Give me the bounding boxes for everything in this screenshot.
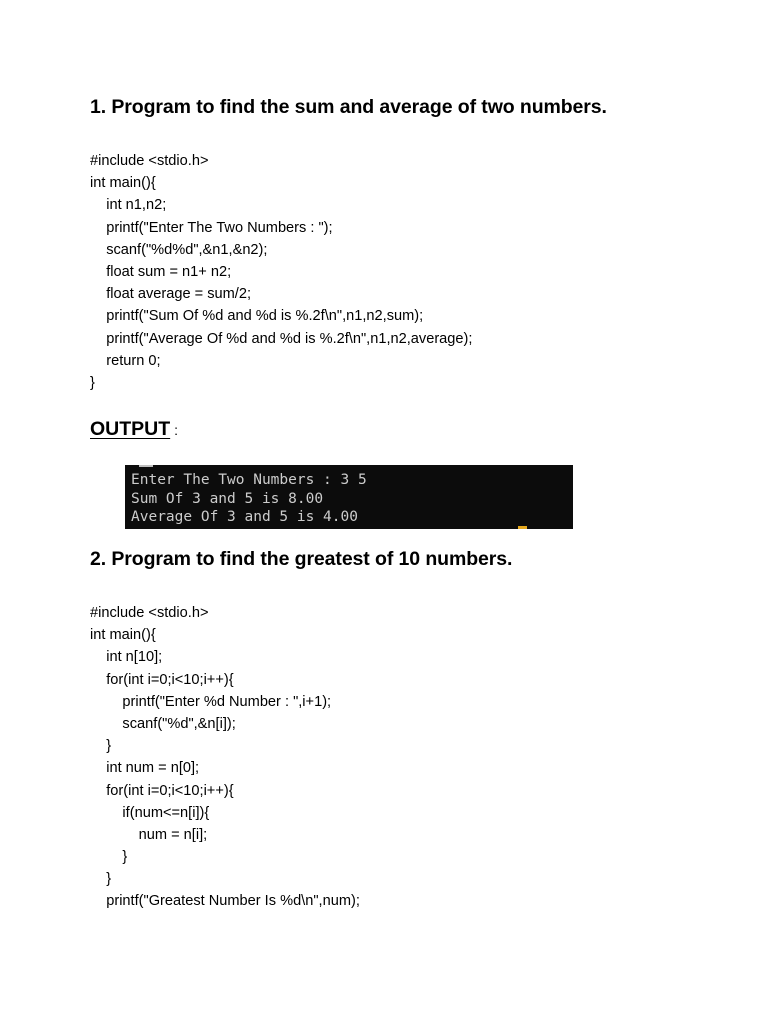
code-line: int main(){ <box>90 627 156 644</box>
section2-heading: 2. Program to find the greatest of 10 numbers. <box>90 548 513 570</box>
code-line: int main(){ <box>90 175 156 192</box>
code-line: float sum = n1+ n2; <box>90 263 232 280</box>
code-line: float average = sum/2; <box>90 286 252 303</box>
terminal-output-screenshot <box>125 465 573 529</box>
code-line: scanf("%d%d",&n1,&n2); <box>90 241 268 258</box>
code-line: printf("Sum Of %d and %d is %.2f\n",n1,n2,sum); <box>90 308 424 325</box>
code-line: printf("Enter %d Number : ",i+1); <box>90 693 332 710</box>
code-line: for(int i=0;i<10;i++){ <box>90 671 234 688</box>
terminal-line: Average Of 3 and 5 is 4.00 <box>131 509 358 525</box>
section1-code-block <box>90 150 472 394</box>
code-line: scanf("%d",&n[i]); <box>90 715 236 732</box>
code-line: if(num<=n[i]){ <box>90 804 210 821</box>
code-line: printf("Greatest Number Is %d\n",num); <box>90 893 360 910</box>
code-line: printf("Enter The Two Numbers : "); <box>90 219 333 236</box>
code-line: } <box>90 374 95 391</box>
terminal-cropped-glyph <box>139 465 153 467</box>
code-line: num = n[i]; <box>90 826 208 843</box>
output-label <box>90 418 178 441</box>
code-line: int num = n[0]; <box>90 760 200 777</box>
section1-heading: 1. Program to find the sum and average of two numbers. <box>90 96 607 118</box>
code-line: } <box>90 871 112 888</box>
code-line: return 0; <box>90 352 161 369</box>
code-line: int n1,n2; <box>90 197 167 214</box>
section2-code-block <box>90 602 360 913</box>
code-line: } <box>90 738 112 755</box>
output-label-colon: : <box>174 422 179 438</box>
code-line: #include <stdio.h> <box>90 153 209 169</box>
terminal-line: Sum Of 3 and 5 is 8.00 <box>131 490 324 507</box>
code-line: int n[10]; <box>90 649 163 666</box>
code-line: printf("Average Of %d and %d is %.2f\n",n1,n2,average); <box>90 330 473 347</box>
output-label-text: OUTPUT <box>90 418 171 440</box>
code-line: for(int i=0;i<10;i++){ <box>90 782 234 799</box>
terminal-cursor <box>518 526 527 529</box>
terminal-line: Enter The Two Numbers : 3 5 <box>131 472 367 488</box>
code-line: #include <stdio.h> <box>90 605 209 621</box>
code-line: } <box>90 849 128 866</box>
terminal-lines <box>131 471 367 527</box>
